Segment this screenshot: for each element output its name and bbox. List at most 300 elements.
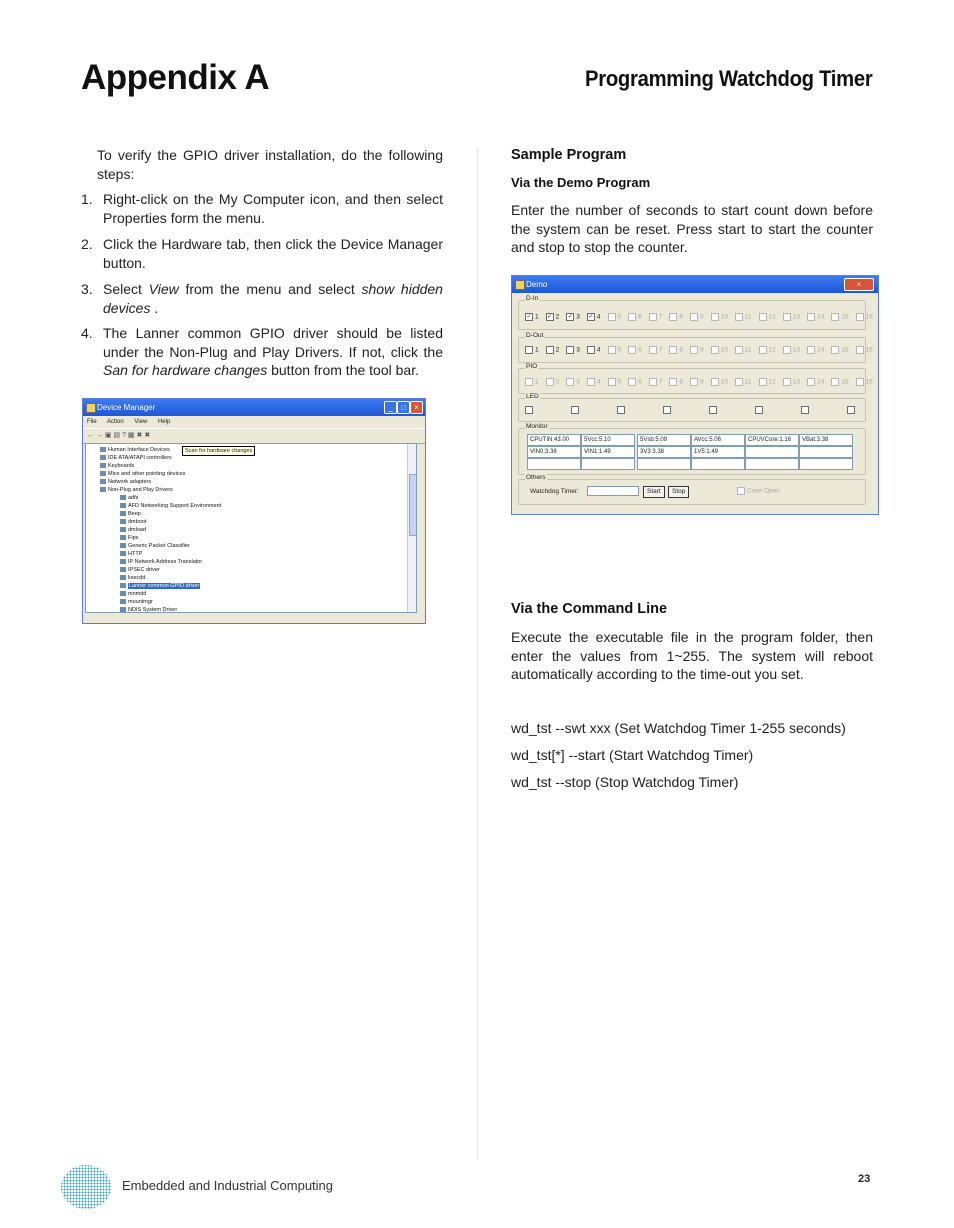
others-group xyxy=(518,474,866,505)
checkbox-box xyxy=(783,313,791,321)
window-title: Device Manager xyxy=(97,403,156,412)
list-item-2 xyxy=(81,235,443,272)
monitor-field-empty xyxy=(799,458,853,470)
dout-checkbox-7[interactable] xyxy=(649,346,663,355)
checkbox-label: 9 xyxy=(700,313,704,321)
tree-item[interactable] xyxy=(120,590,146,598)
watchdog-timer-label: Watchdog Timer: xyxy=(530,488,579,495)
checkbox-label: 13 xyxy=(792,378,801,386)
dout-checkbox-4[interactable] xyxy=(587,346,601,355)
checkbox-label: 2 xyxy=(555,378,560,386)
others-label: Others xyxy=(526,474,546,481)
tree-item[interactable] xyxy=(120,598,153,606)
emphasis: View xyxy=(148,281,179,297)
checkbox-box xyxy=(566,346,574,354)
list-text xyxy=(103,280,443,317)
din-checkbox-2[interactable] xyxy=(546,313,560,322)
command-line-paragraph: Execute the executable file in the program folder, then enter the values from 1~255. The system will reboot automatically according to the time-out you set. xyxy=(511,629,873,682)
sample-program-heading: Sample Program xyxy=(511,147,627,163)
led-checkbox-2[interactable] xyxy=(571,406,581,415)
device-category-icon xyxy=(100,487,106,492)
dout-checkbox-14[interactable] xyxy=(807,346,824,355)
led-checkbox-4[interactable] xyxy=(663,406,673,415)
checkbox-box: ✓ xyxy=(547,314,553,320)
tree-item[interactable] xyxy=(100,462,134,470)
driver-icon xyxy=(120,567,126,572)
dout-checkbox-10[interactable] xyxy=(711,346,728,355)
start-button[interactable]: Start xyxy=(643,486,665,498)
pio-checkbox-9[interactable] xyxy=(690,378,704,387)
checkbox-label: 8 xyxy=(679,378,683,386)
toolbar xyxy=(83,428,425,444)
checkbox-box xyxy=(669,346,677,354)
monitor-field-empty xyxy=(691,458,745,470)
monitor-field: 5Vcc:5.10 xyxy=(581,434,635,446)
driver-icon xyxy=(120,527,126,532)
checkbox-box xyxy=(759,378,767,386)
company-logo-icon xyxy=(60,1164,112,1210)
led-checkbox-6[interactable] xyxy=(755,406,765,415)
checkbox-label: 11 xyxy=(744,313,752,321)
tree-item[interactable] xyxy=(100,454,172,462)
demo-paragraph: Enter the number of seconds to start count down before the system can be reset. Press start to start the counter and stop to stop the counter. xyxy=(511,202,873,255)
tree-item[interactable] xyxy=(120,534,138,542)
led-checkbox-1[interactable] xyxy=(525,406,535,415)
checkbox-box xyxy=(759,313,767,321)
driver-icon xyxy=(120,559,126,564)
tree-item[interactable] xyxy=(120,574,145,582)
vertical-scrollbar[interactable] xyxy=(407,444,416,612)
checkbox-box xyxy=(546,378,554,386)
pio-checkbox-16[interactable] xyxy=(856,378,873,387)
tree-item[interactable] xyxy=(120,494,138,502)
checkbox-label: 10 xyxy=(720,313,728,321)
list-number: 2. xyxy=(81,236,93,252)
checkbox-box xyxy=(525,378,533,386)
led-checkbox-3[interactable] xyxy=(617,406,627,415)
checkbox-label: 5 xyxy=(617,378,622,386)
tree-item[interactable] xyxy=(120,606,177,613)
din-checkbox-6[interactable] xyxy=(628,313,642,322)
emphasis: show hidden devices xyxy=(103,281,443,316)
dout-checkbox-2[interactable] xyxy=(546,346,560,355)
din-checkbox-8[interactable] xyxy=(669,313,683,322)
led-checkbox-7[interactable] xyxy=(801,406,811,415)
checkbox-box xyxy=(755,406,763,414)
scroll-thumb[interactable] xyxy=(409,474,417,536)
monitor-field: 3V3:3.38 xyxy=(637,446,691,458)
checkbox-label: 5 xyxy=(617,313,622,321)
checkbox-label: 3 xyxy=(576,346,580,354)
pio-checkbox-4[interactable] xyxy=(587,378,601,387)
checkbox-box xyxy=(628,346,636,354)
checkbox-box xyxy=(759,346,767,354)
checkbox-box xyxy=(617,406,625,414)
checkbox-label: 8 xyxy=(679,313,683,321)
tree-item[interactable] xyxy=(120,518,146,526)
checkbox-box: ✓ xyxy=(567,314,573,320)
pio-checkbox-10[interactable] xyxy=(711,378,728,387)
command-stop-timer: wd_tst --stop (Stop Watchdog Timer) xyxy=(511,774,739,790)
checkbox-label: 7 xyxy=(658,313,663,321)
din-label: D-In xyxy=(526,295,539,302)
properties-icon[interactable]: ▣ xyxy=(104,432,112,439)
tree-item[interactable] xyxy=(120,510,141,518)
monitor-field: VIN1:1.49 xyxy=(581,446,635,458)
tree-item-label: Keyboards xyxy=(108,463,135,469)
checkbox-box xyxy=(807,378,815,386)
dout-checkbox-9[interactable] xyxy=(690,346,704,355)
tree-item-label: Lanner common GPIO driver xyxy=(129,583,200,589)
pio-group xyxy=(518,363,873,394)
menu-bar xyxy=(83,416,425,428)
checkbox-box xyxy=(587,346,595,354)
checkbox-box xyxy=(735,378,743,386)
disable-icon[interactable]: ✖ xyxy=(144,432,151,439)
text-run: . xyxy=(150,299,159,316)
dout-checkbox-8[interactable] xyxy=(669,346,683,355)
pio-checkbox-13[interactable] xyxy=(783,378,800,387)
checkbox-label: 1 xyxy=(535,346,539,354)
tree-item[interactable] xyxy=(120,566,160,574)
din-checkbox-9[interactable] xyxy=(690,313,704,322)
text-run: button from the tool bar. xyxy=(267,362,419,378)
checkbox-label: 16 xyxy=(865,378,873,386)
tree-item-label: Human Interface Devices xyxy=(108,447,170,453)
checkbox-box xyxy=(649,313,657,321)
demo-titlebar xyxy=(512,276,878,293)
close-icon[interactable]: × xyxy=(410,401,423,414)
dout-group xyxy=(518,332,873,363)
checkbox-box xyxy=(525,406,533,414)
checkbox-box xyxy=(711,313,719,321)
driver-icon xyxy=(120,543,126,548)
uninstall-icon[interactable]: ✖ xyxy=(136,432,143,439)
din-checkboxes xyxy=(525,313,880,322)
tree-item-label: mountmgr xyxy=(128,599,153,605)
monitor-field: CPUVCore:1.16 xyxy=(745,434,799,446)
intro-paragraph: To verify the GPIO driver installation, do the following steps: xyxy=(97,147,443,182)
tree-item-label: Mice and other pointing devices xyxy=(108,471,186,477)
checkbox-box xyxy=(669,378,677,386)
pio-checkbox-14[interactable] xyxy=(807,378,824,387)
tree-item-label: AFD Networking Support Environment xyxy=(128,503,222,509)
tree-item[interactable] xyxy=(100,470,185,478)
monitor-label: Monitor xyxy=(526,423,548,430)
refresh-icon[interactable]: ▤ xyxy=(113,432,121,439)
tree-item-label: Network adapters xyxy=(108,479,152,485)
checkbox-label: 11 xyxy=(744,378,752,386)
din-checkbox-16[interactable] xyxy=(856,313,873,322)
din-checkbox-13[interactable] xyxy=(783,313,800,322)
checkbox-label: 9 xyxy=(700,378,704,386)
list-number: 1. xyxy=(81,191,93,207)
din-checkbox-5[interactable] xyxy=(608,313,622,322)
checkbox-box xyxy=(690,313,698,321)
checkbox-label: 3 xyxy=(576,378,580,386)
checkbox-box xyxy=(525,346,533,354)
checkbox-box xyxy=(847,406,855,414)
checkbox-box xyxy=(628,378,636,386)
checkbox-box xyxy=(856,313,864,321)
driver-icon xyxy=(120,591,126,596)
din-checkbox-12[interactable] xyxy=(759,313,776,322)
pio-checkbox-6[interactable] xyxy=(628,378,642,387)
demo-app-icon xyxy=(515,280,525,290)
window-titlebar xyxy=(83,399,425,416)
checkbox-label: 5 xyxy=(617,346,622,354)
footer-company: Embedded and Industrial Computing xyxy=(122,1178,334,1193)
checkbox-label: 14 xyxy=(817,346,825,354)
checkbox-box xyxy=(737,487,745,495)
dout-checkbox-13[interactable] xyxy=(783,346,800,355)
driver-icon xyxy=(120,503,126,508)
list-text xyxy=(103,324,443,380)
checkbox-label: 4 xyxy=(596,378,601,386)
checkbox-box: ✓ xyxy=(588,314,594,320)
tree-item-label: ksecdd xyxy=(128,575,146,581)
checkbox-box xyxy=(690,378,698,386)
tree-item[interactable] xyxy=(120,502,221,510)
watchdog-timer-input[interactable] xyxy=(587,486,639,496)
led-checkbox-5[interactable] xyxy=(709,406,719,415)
monitor-field: VBat:3.38 xyxy=(799,434,853,446)
monitor-field-empty xyxy=(745,458,799,470)
menu-view[interactable]: View xyxy=(134,419,148,425)
menu-help[interactable]: Help xyxy=(157,419,171,425)
dout-label: D-Out xyxy=(526,332,544,339)
monitor-field-empty xyxy=(527,458,581,470)
checkbox-label: 16 xyxy=(865,313,873,321)
emphasis: San for hardware changes xyxy=(103,362,268,378)
list-item-4 xyxy=(81,324,443,380)
checkbox-box xyxy=(856,346,864,354)
checkbox-box xyxy=(807,346,815,354)
din-group xyxy=(518,295,873,330)
device-category-icon xyxy=(100,455,106,460)
tree-item-label: Non-Plug and Play Drivers xyxy=(108,487,173,493)
checkbox-label: 6 xyxy=(638,313,642,321)
dout-checkbox-15[interactable] xyxy=(831,346,848,355)
pio-checkbox-1[interactable] xyxy=(525,378,539,387)
help-icon[interactable]: ? xyxy=(122,432,126,439)
dout-checkbox-12[interactable] xyxy=(759,346,776,355)
tree-item-label: dmload xyxy=(128,527,147,533)
maximize-icon[interactable]: □ xyxy=(397,401,410,414)
tree-item[interactable] xyxy=(120,526,146,534)
checkbox-label: 14 xyxy=(817,378,825,386)
stop-button[interactable]: Stop xyxy=(668,486,689,498)
tree-item-label: Beep xyxy=(128,511,141,517)
checkbox-label: 2 xyxy=(555,346,560,354)
dout-checkbox-11[interactable] xyxy=(735,346,752,355)
tree-item[interactable] xyxy=(120,558,202,566)
pio-checkbox-2[interactable] xyxy=(546,378,560,387)
page-number: 23 xyxy=(858,1173,871,1185)
device-manager-icon xyxy=(86,403,96,413)
forward-icon[interactable]: → xyxy=(95,432,103,439)
tooltip: Scan for hardware changes xyxy=(182,446,255,456)
list-number: 3. xyxy=(81,281,93,297)
checkbox-box xyxy=(663,406,671,414)
driver-icon xyxy=(120,583,126,588)
pio-checkbox-5[interactable] xyxy=(608,378,622,387)
monitor-field xyxy=(799,446,853,458)
checkbox-box xyxy=(856,378,864,386)
monitor-field xyxy=(745,446,799,458)
checkbox-box xyxy=(735,313,743,321)
tree-item[interactable] xyxy=(100,486,173,494)
driver-icon xyxy=(120,607,126,612)
checkbox-box xyxy=(807,313,815,321)
dout-checkbox-5[interactable] xyxy=(608,346,622,355)
checkbox-box xyxy=(709,406,717,414)
tree-item[interactable] xyxy=(100,478,151,486)
tree-item[interactable] xyxy=(120,542,190,550)
checkbox-box xyxy=(801,406,809,414)
dout-checkbox-6[interactable] xyxy=(628,346,642,355)
section-title: Programming Watchdog Timer xyxy=(585,66,873,91)
checkbox-label: 6 xyxy=(638,378,642,386)
checkbox-box xyxy=(711,346,719,354)
tree-item-label: HTTP xyxy=(128,551,143,557)
driver-icon xyxy=(120,599,126,604)
checkbox-label: 15 xyxy=(841,313,849,321)
led-group xyxy=(518,393,866,422)
checkbox-box xyxy=(690,346,698,354)
list-item-1 xyxy=(81,190,443,227)
tree-item-label: dmboot xyxy=(128,519,147,525)
checkbox-box xyxy=(831,313,839,321)
tree-item-label: Fips xyxy=(128,535,139,541)
text-run: The Lanner common GPIO driver should be listed under the Non-Plug and Play Drivers. If not, click the xyxy=(103,325,443,360)
led-label: LED xyxy=(526,393,539,400)
case-open-label: Case Open xyxy=(747,487,780,495)
pio-checkboxes xyxy=(525,378,880,387)
din-checkbox-10[interactable] xyxy=(711,313,728,322)
command-line-heading: Via the Command Line xyxy=(511,601,668,617)
dout-checkbox-16[interactable] xyxy=(856,346,873,355)
din-checkbox-15[interactable] xyxy=(831,313,848,322)
list-item-3 xyxy=(81,280,443,317)
tree-item-label: IDE ATA/ATAPI controllers xyxy=(108,455,172,461)
monitor-field: CPUTIN:43.00 xyxy=(527,434,581,446)
checkbox-label: 15 xyxy=(841,346,849,354)
back-icon[interactable]: ← xyxy=(87,432,94,439)
pio-checkbox-12[interactable] xyxy=(759,378,776,387)
pio-checkbox-11[interactable] xyxy=(735,378,752,387)
pio-checkbox-3[interactable] xyxy=(566,378,580,387)
checkbox-label: 13 xyxy=(792,346,801,354)
menu-file[interactable]: File xyxy=(87,419,97,425)
menu-action[interactable]: Action xyxy=(107,419,124,425)
tree-item-label: mnmdd xyxy=(128,591,147,597)
din-checkbox-11[interactable] xyxy=(735,313,752,322)
checkbox-label: 10 xyxy=(720,346,728,354)
dout-checkbox-1[interactable] xyxy=(525,346,539,355)
list-number: 4. xyxy=(81,325,93,341)
dout-checkbox-3[interactable] xyxy=(566,346,580,355)
checkbox-box xyxy=(649,346,657,354)
list-text: Right-click on the My Computer icon, and then select Properties form the menu. xyxy=(103,191,443,226)
checkbox-box xyxy=(649,378,657,386)
device-category-icon xyxy=(100,447,106,452)
column-divider xyxy=(477,148,478,1160)
tree-item-label: Generic Packet Classifier xyxy=(128,543,190,549)
driver-icon xyxy=(120,495,126,500)
checkbox-label: 4 xyxy=(596,313,601,321)
checkbox-label: 12 xyxy=(768,378,776,386)
close-icon[interactable]: × xyxy=(844,278,874,291)
tree-item-label: NDIS System Driver xyxy=(128,607,178,613)
monitor-field: 1V5:1.49 xyxy=(691,446,745,458)
checkbox-box xyxy=(831,378,839,386)
checkbox-label: 2 xyxy=(555,313,560,321)
checkbox-label: 14 xyxy=(817,313,825,321)
checkbox-label: 9 xyxy=(700,346,704,354)
pio-checkbox-15[interactable] xyxy=(831,378,848,387)
driver-icon xyxy=(120,575,126,580)
checkbox-label: 13 xyxy=(792,313,801,321)
checkbox-box xyxy=(628,313,636,321)
driver-icon xyxy=(120,551,126,556)
tree-item[interactable] xyxy=(120,582,200,590)
tree-item[interactable] xyxy=(120,550,142,558)
checkbox-box xyxy=(783,346,791,354)
pio-checkbox-8[interactable] xyxy=(669,378,683,387)
driver-icon xyxy=(120,511,126,516)
monitor-field-empty xyxy=(637,458,691,470)
checkbox-box xyxy=(608,346,616,354)
device-category-icon xyxy=(100,479,106,484)
checkbox-label: 7 xyxy=(658,378,663,386)
checkbox-label: 8 xyxy=(679,346,683,354)
checkbox-box xyxy=(735,346,743,354)
checkbox-box xyxy=(571,406,579,414)
din-checkbox-7[interactable] xyxy=(649,313,663,322)
checkbox-box xyxy=(608,378,616,386)
din-checkbox-3[interactable] xyxy=(566,313,580,322)
monitor-field: AVcc:5.06 xyxy=(691,434,745,446)
demo-window xyxy=(511,275,879,515)
driver-icon xyxy=(120,535,126,540)
scan-hardware-icon[interactable]: ▦ xyxy=(127,432,135,439)
case-open-checkbox[interactable] xyxy=(737,487,780,495)
device-category-icon xyxy=(100,471,106,476)
checkbox-label: 7 xyxy=(658,346,663,354)
tree-item[interactable] xyxy=(100,446,170,454)
checkbox-label: 11 xyxy=(744,346,752,354)
pio-checkbox-7[interactable] xyxy=(649,378,663,387)
checkbox-box xyxy=(546,346,554,354)
checkbox-box xyxy=(566,378,574,386)
tree-item-label: IPSEC driver xyxy=(128,567,160,573)
monitor-group xyxy=(518,423,866,475)
text-run: from the menu and select xyxy=(178,281,362,297)
minimize-icon[interactable]: _ xyxy=(384,401,397,414)
device-tree[interactable] xyxy=(85,443,417,613)
din-checkbox-1[interactable] xyxy=(525,313,539,322)
checkbox-box xyxy=(711,378,719,386)
din-checkbox-4[interactable] xyxy=(587,313,601,322)
din-checkbox-14[interactable] xyxy=(807,313,824,322)
checkbox-label: 1 xyxy=(535,313,539,321)
led-checkboxes xyxy=(525,406,893,415)
led-checkbox-8[interactable] xyxy=(847,406,857,415)
monitor-field: 5Vsb:5.09 xyxy=(637,434,691,446)
checkbox-box xyxy=(608,313,616,321)
device-category-icon xyxy=(100,463,106,468)
